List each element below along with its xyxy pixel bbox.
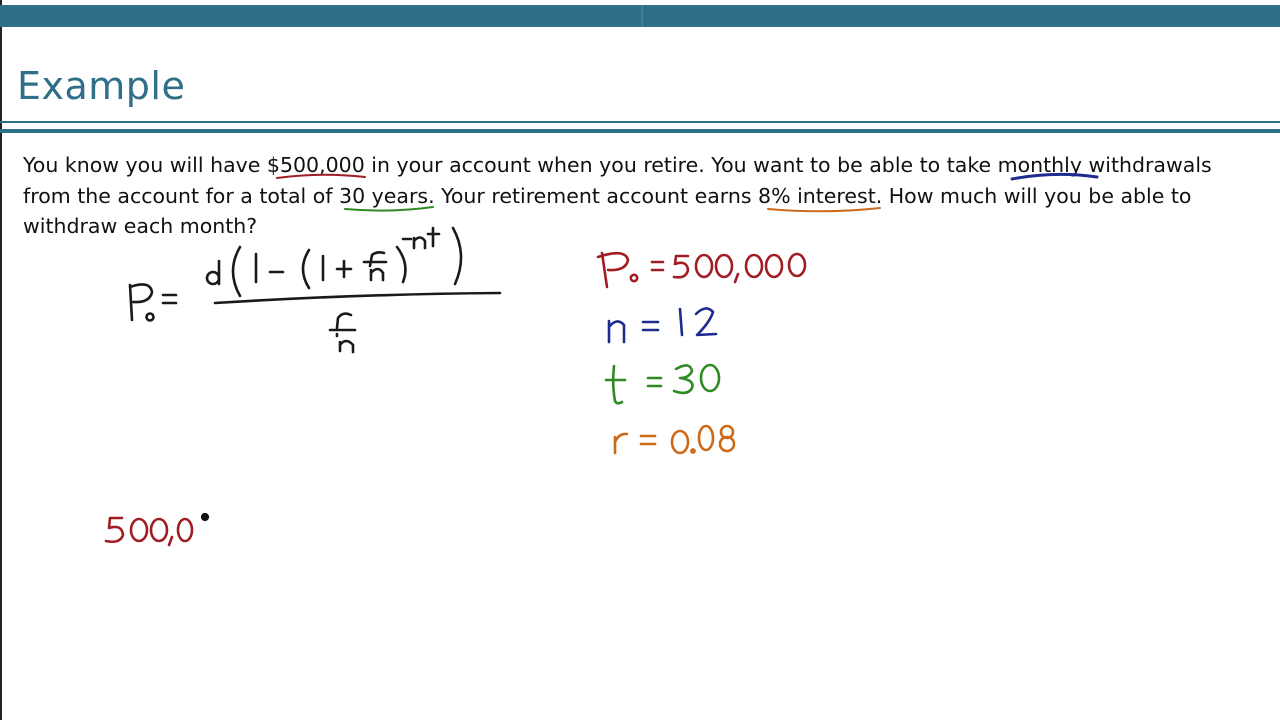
highlight-duration: 30 years <box>339 183 429 208</box>
formula-denominator <box>330 314 355 352</box>
problem-text: You know you will have <box>23 153 267 177</box>
highlight-rate: 8% interest <box>758 183 876 208</box>
highlight-frequency: monthly <box>997 153 1082 177</box>
problem-text: . How much will you be able to <box>875 183 1192 208</box>
problem-line-3: withdraw each month? <box>23 214 258 238</box>
underline-8-interest <box>768 208 880 211</box>
work-in-progress <box>106 514 208 545</box>
problem-text: . Your retirement account earns <box>428 183 759 208</box>
fraction-bar <box>215 293 500 303</box>
given-p0 <box>598 253 805 287</box>
handwritten-formula <box>130 228 500 352</box>
underline-30-years <box>345 207 433 211</box>
underline-monthly <box>1012 174 1097 179</box>
underline-500000 <box>277 175 365 178</box>
given-r <box>615 426 734 453</box>
problem-text: withdrawals <box>1081 153 1212 177</box>
formula-p0 <box>130 284 176 320</box>
given-n <box>609 308 716 342</box>
problem-text: from the account for a total of <box>23 183 340 208</box>
highlight-amount: $500,000 <box>266 153 365 177</box>
slide-title: Example <box>17 64 186 108</box>
problem-text: in your account when you retire. You want to be able to take <box>364 153 998 177</box>
formula-numerator <box>207 228 461 296</box>
given-t <box>606 365 719 403</box>
pen-cursor-dot <box>202 514 208 520</box>
